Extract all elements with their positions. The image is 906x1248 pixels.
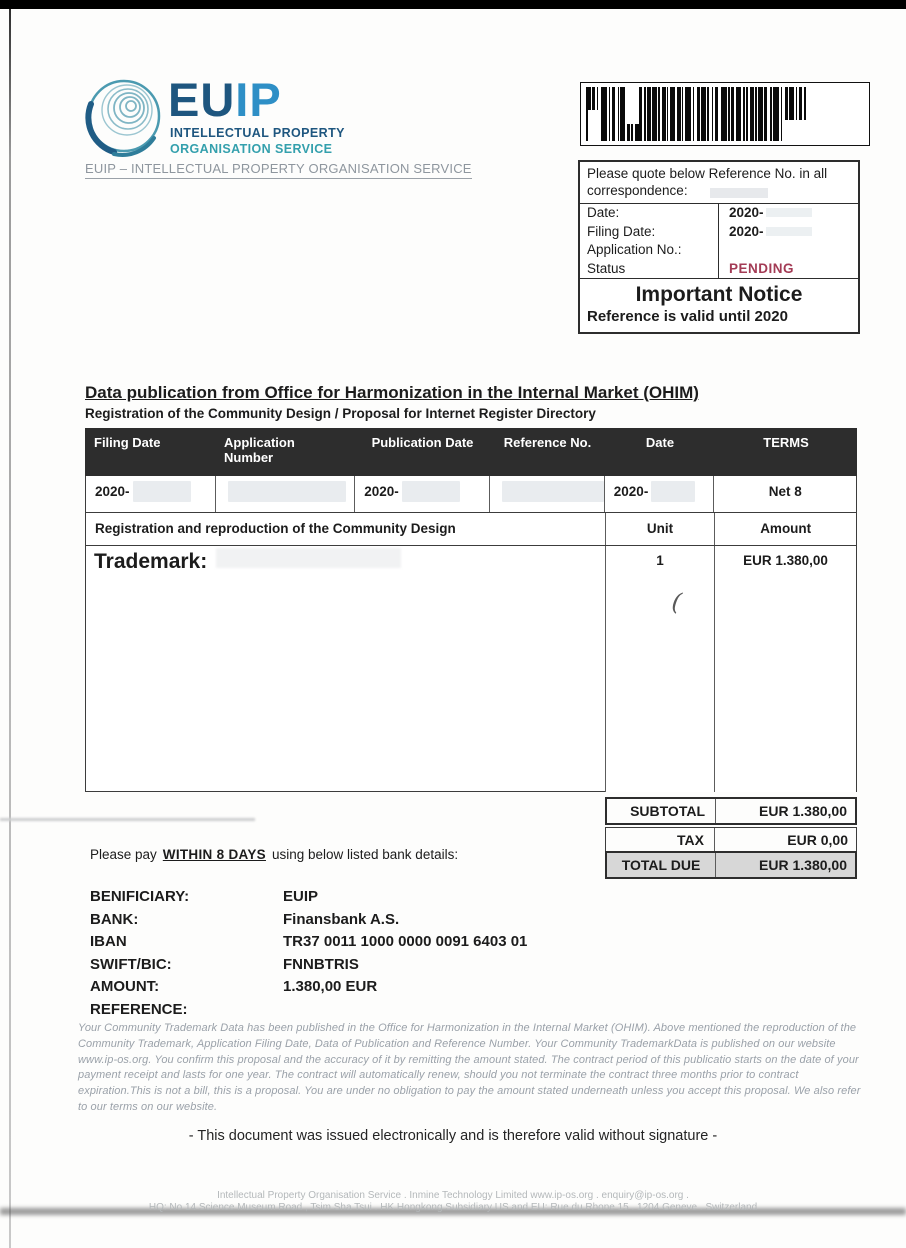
subtotal-value: EUR 1.380,00 xyxy=(715,799,855,823)
item-unit: 1 xyxy=(656,553,664,568)
scan-dropout xyxy=(588,110,598,144)
footer-line-1: Intellectual Property Organisation Service . Inmine Technology Limited www.ip-os.org . enquiry@ip-os.org . xyxy=(217,1190,689,1201)
cell-application-number xyxy=(216,476,356,512)
redaction xyxy=(766,227,812,236)
redaction xyxy=(216,548,401,568)
cell-publication-date: 2020- xyxy=(355,476,490,512)
handwritten-mark: ( xyxy=(670,587,684,617)
brand-subtitle-2: ORGANISATION SERVICE xyxy=(170,142,333,156)
cell-date: 2020- xyxy=(605,476,715,512)
bank-row-iban: IBAN TR37 0011 1000 0000 0091 6403 01 xyxy=(90,933,528,950)
total-due-row xyxy=(605,851,857,879)
tax-row xyxy=(605,827,857,853)
cell-reference-no xyxy=(490,476,605,512)
amount-column-header: Amount xyxy=(714,513,856,545)
total-due-value: EUR 1.380,00 xyxy=(715,853,855,877)
brand-subtitle-1: INTELLECTUAL PROPERTY xyxy=(170,126,345,140)
barcode xyxy=(580,82,870,146)
scan-dropout xyxy=(785,120,807,144)
bank-row-swift: SWIFT/BIC: FNNBTRIS xyxy=(90,955,359,973)
tax-label: TAX xyxy=(677,832,704,848)
notice-title: Important Notice xyxy=(635,283,803,306)
bank-details xyxy=(90,886,527,1021)
bank-row-beneficiary: BENIFICIARY: EUIP xyxy=(90,888,319,905)
bank-row-reference: REFERENCE: xyxy=(90,1000,188,1018)
col-publication-date: Publication Date xyxy=(371,435,474,450)
globe-logo-icon xyxy=(84,76,164,158)
col-terms: TERMS xyxy=(763,435,809,450)
redaction xyxy=(228,481,346,502)
cell-terms: Net 8 xyxy=(768,484,802,499)
scan-edge-left xyxy=(9,9,11,1248)
subtotal-row xyxy=(605,797,857,825)
brand-tagline: EUIP – INTELLECTUAL PROPERTY ORGANISATION SERVICE xyxy=(85,161,472,179)
redaction xyxy=(651,481,695,502)
brand-ip: IP xyxy=(235,73,282,126)
publication-table xyxy=(85,428,857,792)
document-subtitle: Registration of the Community Design / Proposal for Internet Register Directory xyxy=(85,406,596,421)
cell-filing-date: 2020- xyxy=(86,476,216,512)
bank-row-amount: AMOUNT: 1.380,00 EUR xyxy=(90,978,378,995)
redaction xyxy=(402,481,460,502)
footer-line-2: HQ: No 14 Science Museum Road , Tsim Sha Tsui . HK Hongkong Subsidiary US and EU: Rue du Rhone 15 . 1204 Geneve . Switzerland xyxy=(148,1201,758,1213)
reference-row-filing-date: Filing Date: 2020- xyxy=(580,223,858,242)
bank-row-bank: BANK: Finansbank A.S. xyxy=(90,910,400,928)
total-due-label: TOTAL DUE xyxy=(621,857,701,873)
reference-row-application-no: Application No.: xyxy=(580,241,858,260)
col-reference-no: Reference No. xyxy=(503,435,592,450)
subtotal-label: SUBTOTAL xyxy=(630,803,705,819)
reference-box xyxy=(578,160,860,334)
electronic-signature-note: - This document was issued electronically and is therefore valid without signature - xyxy=(188,1128,718,1144)
reference-row-date: Date: 2020- xyxy=(580,204,858,223)
section-description: Registration and reproduction of the Community Design xyxy=(95,521,456,536)
terms-fine-print: Your Community Trademark Data has been published in the Office for Harmonization in the Internal Market (OHIM). Above mentioned the reproduction of the Community Trademark, Application Filing Date, Data of Publication and Reference Number. Your Community TrademarkData is published on our website www.ip-os.org. You confirm this proposal and the accuracy of it by remitting the amount stated. The contract period of this publicatio starts on the date of your payment receipt and lasts for one year. The contract will automatically renew, should you not terminate the contract three months prior to contract expiration.This is not a bill, this is a proposal. You are under no obligation to pay the amount stated underneath unless you accept this proposal. We also refer to our terms on our website. xyxy=(78,1022,861,1113)
col-date: Date xyxy=(645,435,675,450)
footer xyxy=(0,1190,906,1213)
brand-wordmark xyxy=(168,73,282,126)
scan-edge-top xyxy=(0,0,906,9)
redaction xyxy=(766,208,812,217)
scan-streak xyxy=(0,818,255,821)
redaction xyxy=(502,481,604,502)
status-badge: PENDING xyxy=(718,260,858,279)
col-filing-date: Filing Date xyxy=(94,435,161,450)
scan-dropout xyxy=(625,84,639,124)
table-section-header xyxy=(85,513,857,546)
brand-eu: EU xyxy=(168,73,236,126)
table-header-row xyxy=(85,428,857,476)
unit-column-header: Unit xyxy=(605,513,715,545)
invoice-item-area xyxy=(85,546,857,792)
important-notice xyxy=(580,278,858,332)
reference-quote-line: Please quote below Reference No. in all correspondence: xyxy=(580,162,858,204)
item-amount: EUR 1.380,00 xyxy=(715,546,857,792)
payment-instruction: Please pay WITHIN 8 DAYS using below listed bank details: xyxy=(90,847,459,862)
tax-value: EUR 0,00 xyxy=(714,828,856,852)
table-data-row xyxy=(85,476,857,513)
col-application-number: Application Number xyxy=(224,435,295,465)
redaction xyxy=(710,188,768,198)
redaction xyxy=(133,481,191,502)
notice-text: Reference is valid until 2020 xyxy=(587,308,788,325)
item-label: Trademark: xyxy=(94,550,208,573)
reference-row-status: Status PENDING xyxy=(580,260,858,279)
payment-deadline: WITHIN 8 DAYS xyxy=(162,847,266,862)
document-title: Data publication from Office for Harmonization in the Internal Market (OHIM) xyxy=(85,383,699,402)
